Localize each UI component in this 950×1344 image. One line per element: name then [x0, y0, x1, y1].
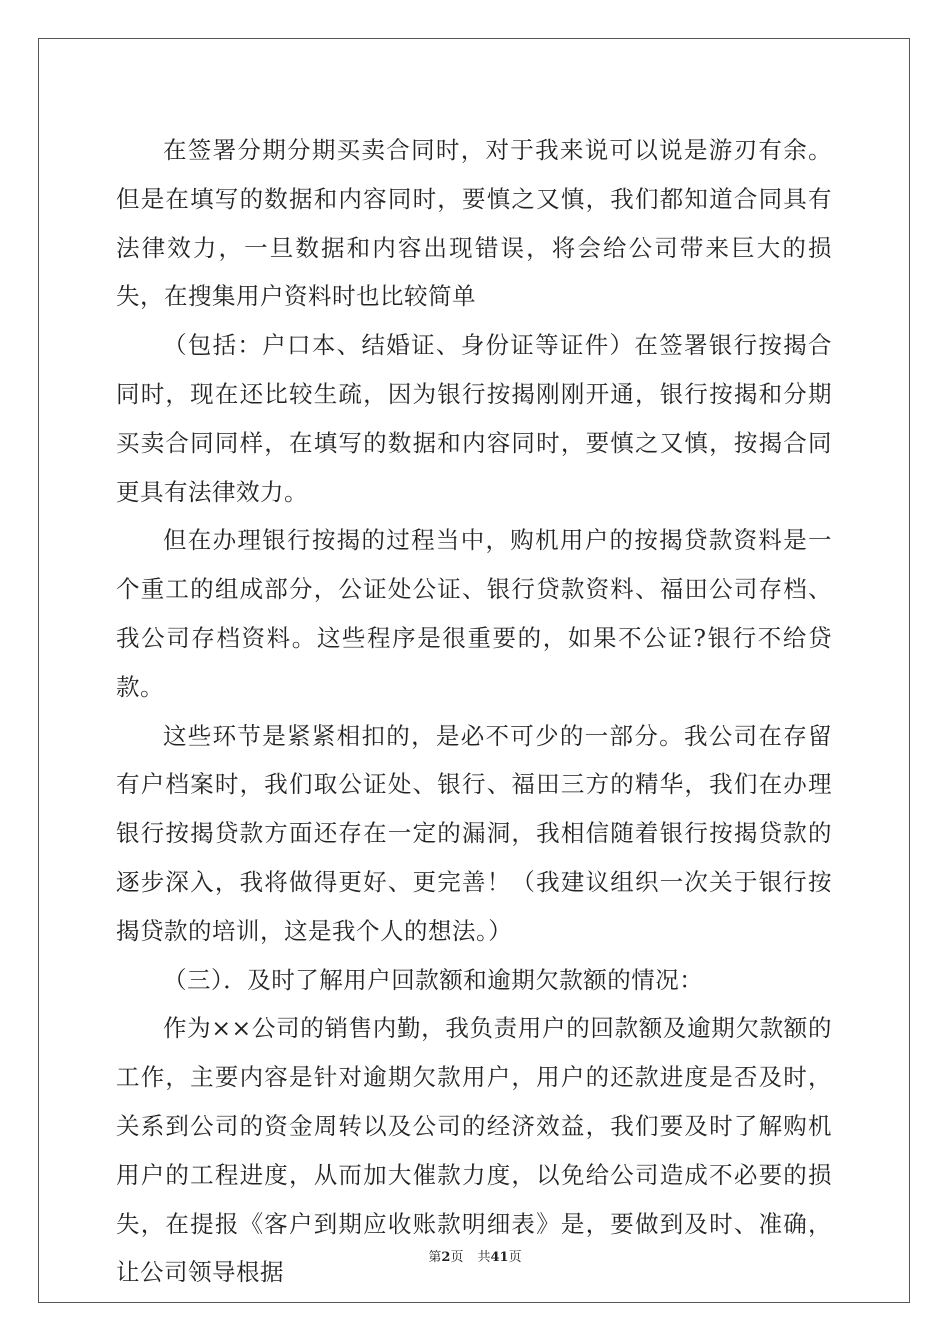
paragraph-contract-signing: 在签署分期分期买卖合同时，对于我来说可以说是游刃有余。但是在填写的数据和内容同时，要慎之又慎，我们都知道合同具有法律效力，一旦数据和内容出现错误，将会给公司带来巨大的损失，在搜集用户资料时也比较简单 — [116, 136, 832, 311]
document-body — [116, 126, 832, 1297]
paragraph-archive-links: 这些环节是紧紧相扣的，是必不可少的一部分。我公司在存留有户档案时，我们取公证处、银行、福田三方的精华，我们在办理银行按揭贷款方面还存在一定的漏洞，我相信随着银行按揭贷款的逐步深入，我将做得更好、更完善！（我建议组织一次关于银行按揭贷款的培训，这是我个人的想法。） — [116, 721, 832, 945]
paragraph-bank-mortgage: （包括：户口本、结婚证、身份证等证件）在签署银行按揭合同时，现在还比较生疏，因为银行按揭刚刚开通，银行按揭和分期买卖合同同样，在填写的数据和内容同时，要慎之又慎，按揭合同更具有法律效力。 — [116, 331, 832, 506]
page-footer — [0, 1246, 950, 1265]
page-suffix: 页 — [450, 1250, 464, 1265]
paragraph-mortgage-process: 但在办理银行按揭的过程当中，购机用户的按揭贷款资料是一个重工的组成部分，公证处公证、银行贷款资料、福田公司存档、我公司存档资料。这些程序是很重要的，如果不公证?银行不给贷款。 — [116, 526, 832, 701]
total-pages: 41 — [490, 1250, 509, 1265]
total-prefix: 共 — [477, 1250, 491, 1265]
section-heading-three: （三）．及时了解用户回款额和逾期欠款额的情况： — [163, 965, 704, 994]
page-prefix: 第 — [428, 1250, 442, 1265]
page-number: 2 — [441, 1250, 451, 1265]
total-suffix: 页 — [508, 1250, 522, 1265]
paragraph-repayment-work: 作为××公司的销售内勤，我负责用户的回款额及逾期欠款额的工作，主要内容是针对逾期欠款用户，用户的还款进度是否及时，关系到公司的资金周转以及公司的经济效益，我们要及时了解购机用户的工程进度，从而加大催款力度，以免给公司造成不必要的损失，在提报《客户到期应收账款明细表》是，要做到及时、准确，让公司领导根据 — [116, 1014, 832, 1287]
